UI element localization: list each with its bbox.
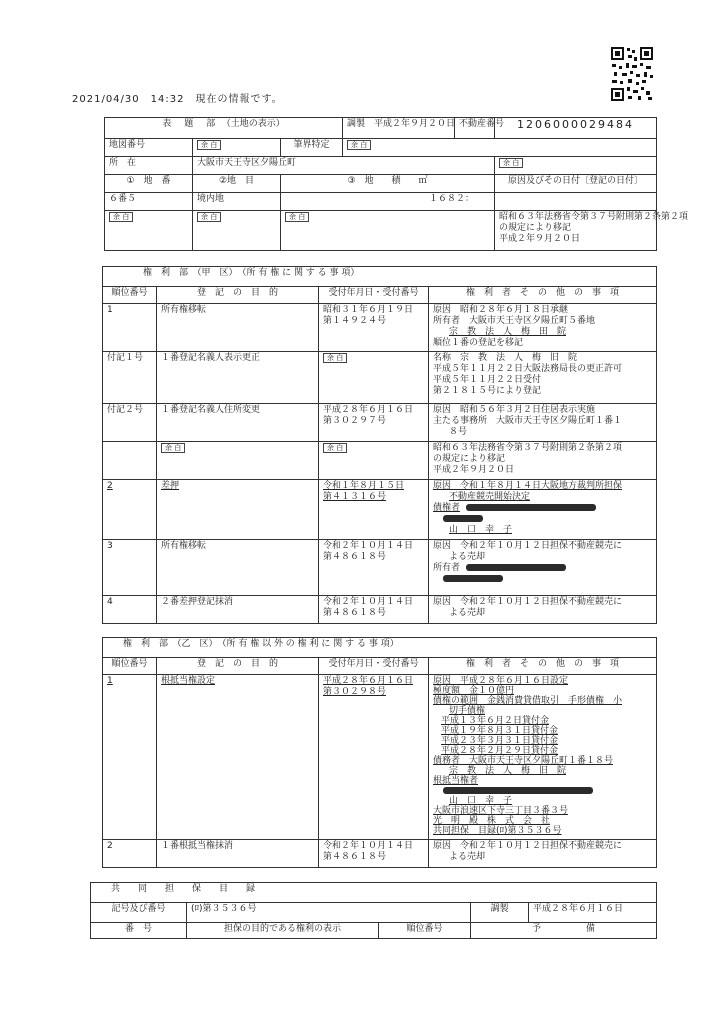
kouku-col-mokuteki: 登 記 の 目 的 xyxy=(157,287,319,304)
hyodai-title: 表 題 部 （土地の表示） xyxy=(105,118,343,139)
kyodo-title: 共 同 担 保 目 録 xyxy=(91,883,657,903)
kouku-table xyxy=(102,266,657,624)
hikkai-value: 余 白 xyxy=(343,139,657,157)
table-row: 2 差押 令和１年８月１５日 第４１３１６号 原因 令和１年８月１４日大阪地方裁判所担保 不動産競売開始決定 債権者 山 口 幸 子 xyxy=(103,480,657,540)
otsuku-col-mokuteki: 登 記 の 目 的 xyxy=(157,658,319,675)
hyodai-table xyxy=(104,117,689,251)
chosei-cell: 調製 平成２年９月２０日 xyxy=(343,118,455,139)
kouku-col-junni: 順位番号 xyxy=(103,287,157,304)
table-row: 余 白 余 白 昭和６３年法務省令第３７号附則第２条第２項 の規定により移記 平成２年９月２０日 xyxy=(103,442,657,480)
kyodo-col-bango: 番 号 xyxy=(91,923,187,939)
col-chiseki: ③ 地 積 ㎡ xyxy=(281,175,495,193)
kyodo-chosei-value: 平成２８年６月１６日 xyxy=(529,903,657,923)
otsuku-col-uketsuke: 受付年月日・受付番号 xyxy=(319,658,429,675)
table-row: 1 所有権移転 昭和３１年６月１９日 第１４９２４号 原因 昭和２８年６月１８日承継 所有者 大阪市天王寺区夕陽丘町５番地 宗 教 法 人 梅 田 院 順位１番の登記を移記 xyxy=(103,304,657,352)
chizu-value: 余 白 xyxy=(193,139,281,157)
table-row: 付記２号 １番登記名義人住所変更 平成２８年６月１６日 第３０２９７号 原因 昭和５６年３月２日住居表示実施 主たる事務所 大阪市天王寺区夕陽丘町１番１ ８号 xyxy=(103,404,657,442)
kouku-col-uketsuke: 受付年月日・受付番号 xyxy=(319,287,429,304)
row1-chiban: ６番５ xyxy=(105,193,193,211)
row2-chimoku: 余 白 xyxy=(193,211,281,251)
redaction-mark xyxy=(466,564,566,571)
otsuku-table xyxy=(102,637,657,868)
kyodo-col-junni: 順位番号 xyxy=(379,923,471,939)
shozai-value: 大阪市天王寺区夕陽丘町 xyxy=(193,157,495,175)
shozai-yohaku: 余 白 xyxy=(495,157,657,175)
row2-chiban: 余 白 xyxy=(105,211,193,251)
table-row: 2 １番根抵当権抹消 令和２年１０月１４日 第４８６１８号 原因 令和２年１０月１２日担保不動産競売に よる売却 xyxy=(103,840,657,868)
redaction-mark xyxy=(443,515,483,522)
row1-chiseki: １６８２： xyxy=(281,193,495,211)
kyodo-chosei-label: 調製 xyxy=(471,903,529,923)
kouku-col-kenrisha: 権 利 者 そ の 他 の 事 項 xyxy=(429,287,657,304)
row1-chimoku: 境内地 xyxy=(193,193,281,211)
qr-code-icon xyxy=(610,46,654,102)
table-row: 4 ２番差押登記抹消 令和２年１０月１４日 第４８６１８号 原因 令和２年１０月１２日担保不動産競売に よる売却 xyxy=(103,596,657,624)
fudosan-value: 1206000029484 xyxy=(495,118,657,139)
fudosan-label: 不動産番号 xyxy=(455,118,495,139)
col-chimoku: ②地 目 xyxy=(193,175,281,193)
redaction-mark xyxy=(443,575,503,582)
table-row: 1 根抵当権設定 平成２８年６月１６日 第３０２９８号 原因 平成２８年６月１６日設定 極度額 金１０億円 債権の範囲 金銭消費貸借取引 手形債権 小 切手債権 平成１３年６月２日貸付金 平成１９年８月３１日貸付金 平成２３年３月３１日貸付金 平成２８年２月２９日貸付金 債務者 大阪市天王寺区夕陽丘町１番１８号 宗 教 法 人 梅 旧 院 根抵当権者 山 口 幸 子 大阪市浪速区下寺三丁目３番３号 光 明 殿 株 式 会 社 共同担保 目録(ﾛ)第３５３６号 xyxy=(103,675,657,840)
col-chiban: ① 地 番 xyxy=(105,175,193,193)
table-row: 付記１号 １番登記名義人表示更正 余 白 名称 宗 教 法 人 梅 旧 院 平成５年１１月２２日大阪法務局長の更正許可 平成５年１１月２２日受付 第２１８１５号により登記 xyxy=(103,352,657,404)
kigo-label: 記号及び番号 xyxy=(91,903,187,923)
otsuku-col-junni: 順位番号 xyxy=(103,658,157,675)
kyodo-col-yobi: 予 備 xyxy=(471,923,657,939)
kyodo-tanpo-table xyxy=(90,882,657,939)
print-timestamp: 2021/04/30 14:32 現在の情報です。 xyxy=(72,94,283,105)
chizu-label: 地図番号 xyxy=(105,139,193,157)
table-row: 3 所有権移転 令和２年１０月１４日 第４８６１８号 原因 令和２年１０月１２日担保不動産競売に よる売却 所有者 xyxy=(103,540,657,596)
kouku-title: 権 利 部 （甲 区） （所 有 権 に 関 す る 事 項） xyxy=(103,267,657,287)
row1-genin xyxy=(495,193,657,211)
otsuku-col-kenrisha: 権 利 者 そ の 他 の 事 項 xyxy=(429,658,657,675)
hikkai-label: 筆界特定 xyxy=(281,139,343,157)
kigo-value: (ﾛ)第３５３６号 xyxy=(187,903,471,923)
redaction-mark xyxy=(466,504,596,511)
kyodo-col-hyoji: 担保の目的である権利の表示 xyxy=(187,923,379,939)
shozai-label: 所 在 xyxy=(105,157,193,175)
otsuku-title: 権 利 部 （乙 区） （所 有 権 以 外 の 権 利 に 関 す る 事 項） xyxy=(103,638,657,658)
row2-chiseki: 余 白 xyxy=(281,211,495,251)
row2-genin: 昭和６３年法務省令第３７号附則第２条第２項 の規定により移記 平成２年９月２０日 xyxy=(495,211,657,251)
col-genin: 原因及びその日付〔登記の日付〕 xyxy=(495,175,657,193)
redaction-mark xyxy=(443,787,593,794)
